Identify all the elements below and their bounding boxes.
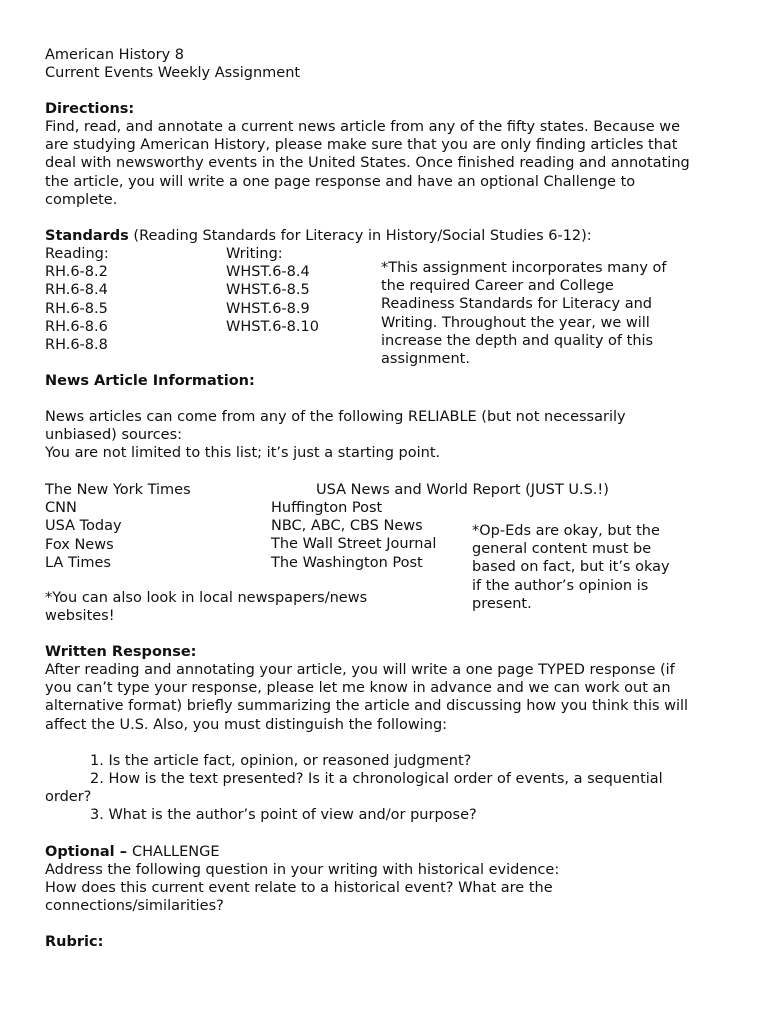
source-item: Fox News: [45, 536, 114, 553]
challenge-title: [45, 843, 220, 861]
oped-note-line: general content must be: [472, 541, 652, 558]
reading-standard: RH.6-8.4: [45, 282, 108, 299]
local-note: [45, 589, 367, 625]
written-body: [45, 661, 688, 734]
oped-note-line: *Op-Eds are okay, but the: [472, 523, 660, 539]
standards-note-box: [381, 259, 721, 368]
standards-note-line: the required Career and College: [381, 278, 614, 295]
standards-note-line: *This assignment incorporates many of: [381, 260, 667, 276]
source-item: Huffington Post: [271, 500, 383, 516]
source-item: The New York Times: [45, 482, 191, 498]
source-item: The Wall Street Journal: [271, 536, 437, 553]
challenge-heading-plain: CHALLENGE: [132, 844, 220, 860]
challenge-line: How does this current event relate to a historical event? What are the: [45, 880, 553, 897]
written-line: you can’t type your response, please let me know in advance and we can work out an: [45, 680, 671, 697]
local-note-line: *You can also look in local newspapers/news: [45, 590, 368, 606]
writing-label: Writing:: [226, 246, 283, 262]
writing-standard: WHST.6-8.4: [226, 264, 310, 281]
challenge-line: connections/similarities?: [45, 898, 224, 915]
assignment-title: Current Events Weekly Assignment: [45, 65, 301, 81]
news-intro-line: You are not limited to this list; it’s just a starting point.: [45, 445, 441, 462]
reading-standards: [45, 245, 109, 354]
written-line: After reading and annotating your article, you will write a one page TYPED response (if: [45, 662, 675, 678]
standards-title: [45, 227, 592, 245]
local-note-line: websites!: [45, 608, 115, 625]
written-line: alternative format) briefly summarizing the article and discussing how you think this will: [45, 698, 689, 715]
challenge-heading: Optional –: [45, 844, 132, 860]
directions-line: complete.: [45, 191, 118, 208]
written-item-2: 2. How is the text presented? Is it a chronological order of events, a sequential: [90, 771, 663, 787]
standards-note-line: Writing. Throughout the year, we will: [381, 314, 650, 331]
news-intro: [45, 408, 626, 463]
source-item: The Washington Post: [271, 554, 423, 571]
directions-line: Find, read, and annotate a current news article from any of the fifty states. Because we: [45, 119, 680, 135]
directions-heading: Directions:: [45, 101, 135, 117]
directions-line: the article, you will write a one page response and have an optional Challenge to: [45, 173, 636, 190]
written-item-1: 1. Is the article fact, opinion, or reasoned judgment?: [90, 753, 472, 769]
standards-note-line: increase the depth and quality of this: [381, 332, 654, 349]
oped-note-line: present.: [472, 595, 532, 612]
writing-standard: WHST.6-8.10: [226, 318, 319, 335]
reading-standard: RH.6-8.2: [45, 264, 108, 281]
written-item-2-cont: order?: [45, 789, 92, 805]
writing-standard: WHST.6-8.9: [226, 300, 310, 317]
reading-label: Reading:: [45, 246, 109, 262]
challenge-body: [45, 861, 559, 916]
sources-column-1: [45, 481, 191, 572]
oped-note-line: if the author’s opinion is: [472, 577, 649, 594]
written-line: affect the U.S. Also, you must distinguish the following:: [45, 716, 448, 733]
news-intro-line: unbiased) sources:: [45, 427, 183, 444]
oped-note-box: [472, 522, 712, 612]
rubric-heading: Rubric:: [45, 934, 104, 950]
writing-standards: [226, 245, 319, 336]
source-item: CNN: [45, 500, 77, 517]
standards-heading: Standards: [45, 228, 129, 244]
news-intro-line: News articles can come from any of the following RELIABLE (but not necessarily: [45, 409, 626, 425]
reading-standard: RH.6-8.8: [45, 337, 108, 354]
reading-standard: RH.6-8.5: [45, 300, 108, 317]
written-heading: Written Response:: [45, 644, 197, 660]
source-item: USA News and World Report (JUST U.S.!): [316, 482, 609, 498]
directions-line: are studying American History, please make sure that you are only finding articles that: [45, 137, 678, 154]
sources-column-2: [271, 499, 436, 572]
writing-standard: WHST.6-8.5: [226, 282, 310, 299]
source-item: USA Today: [45, 518, 122, 535]
directions-line: deal with newsworthy events in the United States. Once finished reading and annotating: [45, 155, 690, 172]
standards-note-line: assignment.: [381, 351, 470, 368]
directions-body: [45, 118, 690, 209]
written-item-3: 3. What is the author’s point of view and/or purpose?: [90, 807, 477, 823]
reading-standard: RH.6-8.6: [45, 318, 108, 335]
standards-subtitle: (Reading Standards for Literacy in History/Social Studies 6-12):: [128, 228, 592, 244]
standards-note-line: Readiness Standards for Literacy and: [381, 296, 652, 313]
source-item: NBC, ABC, CBS News: [271, 518, 423, 535]
source-item: LA Times: [45, 554, 111, 571]
challenge-line: Address the following question in your writing with historical evidence:: [45, 862, 560, 878]
news-heading: News Article Information:: [45, 373, 255, 389]
oped-note-line: based on fact, but it’s okay: [472, 559, 670, 576]
course-title: American History 8: [45, 47, 185, 63]
